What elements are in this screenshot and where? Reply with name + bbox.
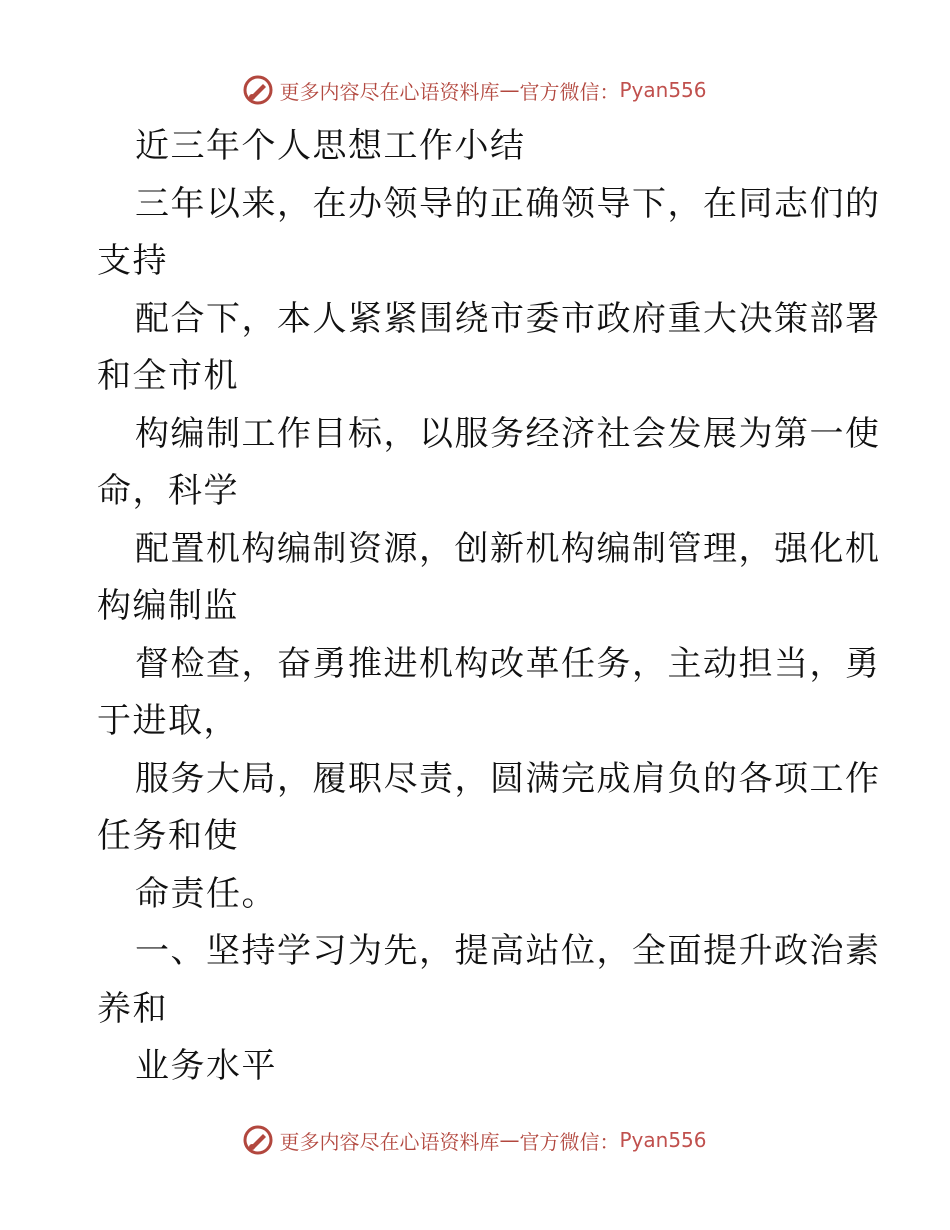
document-title: 近三年个人思想工作小结	[135, 126, 526, 166]
watermark-handle: Pyan556	[619, 1128, 707, 1152]
section-heading-continuation: 养和	[97, 988, 168, 1029]
document-body	[97, 118, 881, 1096]
footer-watermark	[0, 1120, 950, 1160]
watermark-main-text: 更多内容尽在心语资料库	[279, 79, 500, 104]
paragraph-line: 支持	[97, 241, 168, 281]
watermark-main-text: 更多内容尽在心语资料库	[279, 1129, 500, 1154]
paragraph-line: 配合下，本人紧紧围绕市委市政府重大决策部署	[135, 298, 881, 339]
header-watermark	[0, 70, 950, 110]
paragraph-line: 和全市机	[97, 356, 239, 396]
watermark-label: 官方微信：	[519, 1129, 620, 1154]
watermark-separator: —	[499, 78, 520, 102]
section-heading-continuation: 业务水平	[135, 1046, 277, 1086]
paragraph-line: 任务和使	[97, 816, 239, 856]
paragraph-line: 督检查，奋勇推进机构改革任务，主动担当，勇	[135, 643, 881, 684]
paragraph-line: 服务大局，履职尽责，圆满完成肩负的各项工作	[135, 758, 881, 799]
brush-logo-icon	[243, 1125, 273, 1155]
watermark-handle: Pyan556	[619, 78, 707, 102]
paragraph-line: 构编制工作目标，以服务经济社会发展为第一使	[135, 413, 881, 454]
paragraph-line: 配置机构编制资源，创新机构编制管理，强化机	[135, 528, 881, 569]
paragraph-line: 命，科学	[97, 471, 239, 511]
paragraph-line: 构编制监	[97, 586, 239, 626]
section-heading: 一、坚持学习为先，提高站位，全面提升政治素	[135, 931, 881, 971]
paragraph-line: 于进取，	[97, 701, 239, 741]
paragraph-line: 命责任。	[135, 873, 277, 914]
watermark-label: 官方微信：	[519, 79, 620, 104]
brush-logo-icon	[243, 75, 273, 105]
paragraph-line: 三年以来，在办领导的正确领导下，在同志们的	[135, 183, 881, 224]
watermark-separator: —	[499, 1128, 520, 1152]
